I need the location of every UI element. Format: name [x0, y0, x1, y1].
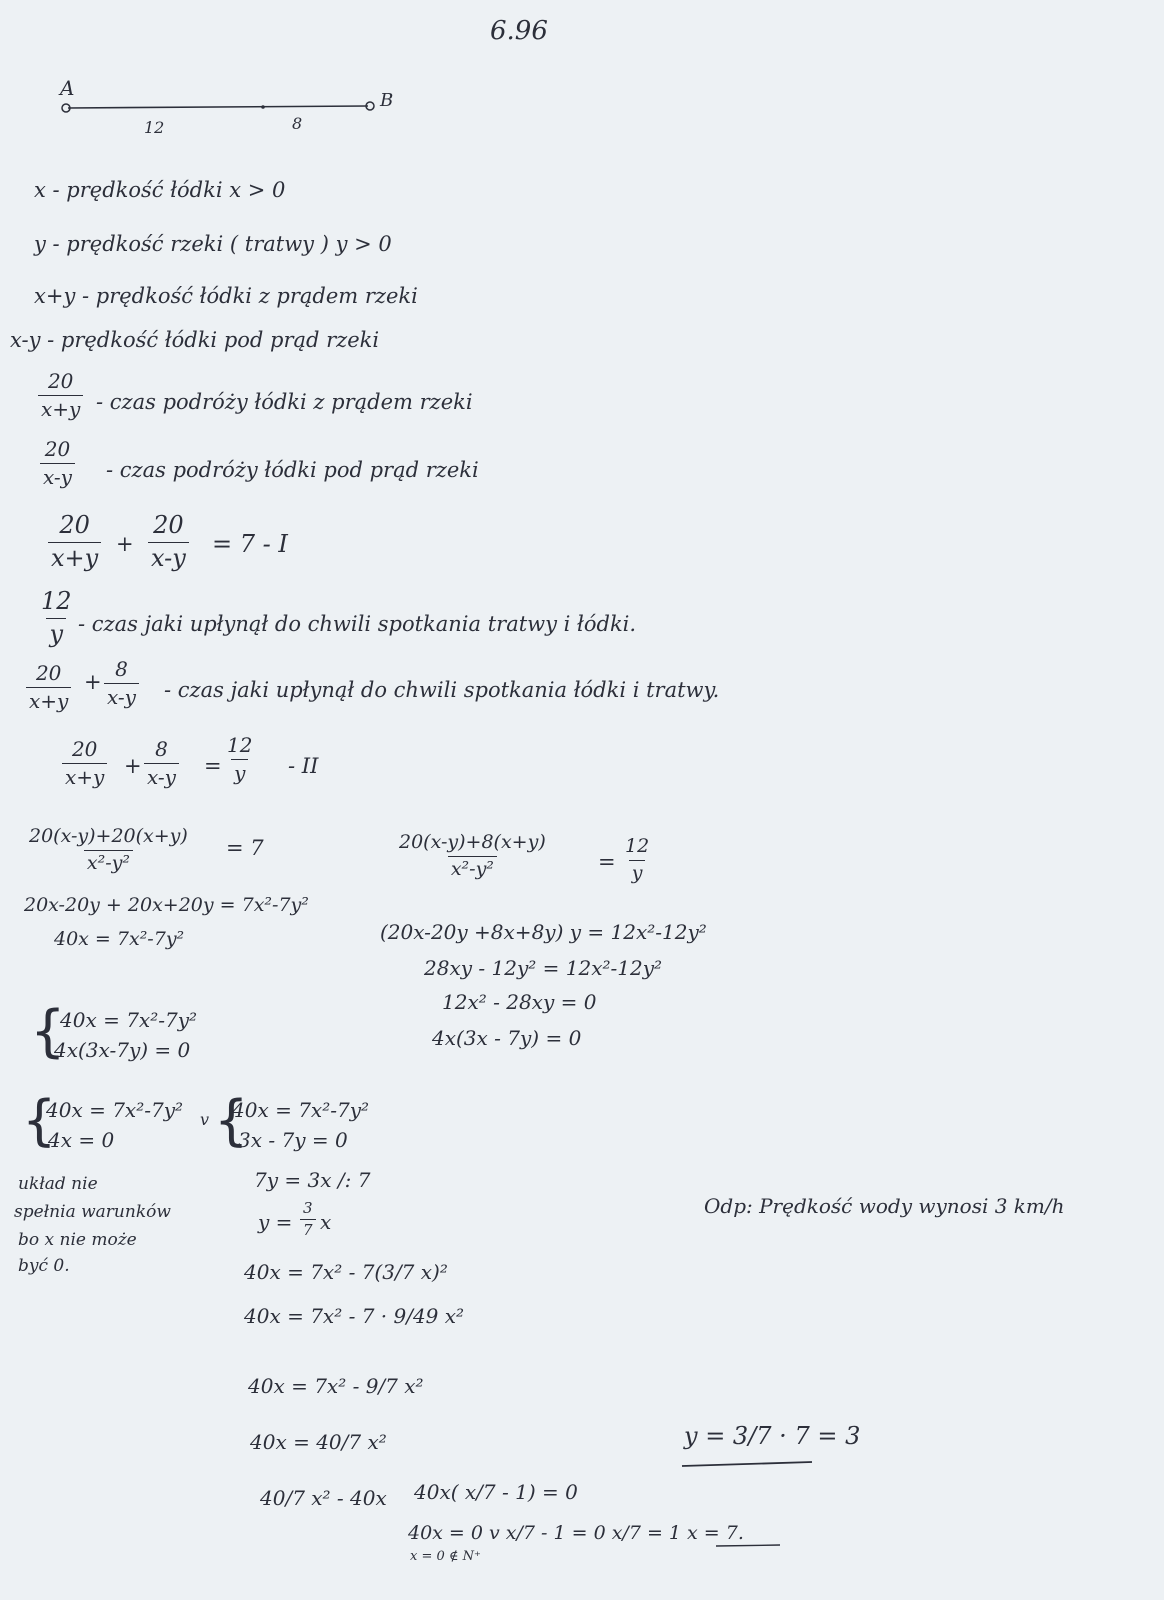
- left-calc-fraction: $\frac{20(x-y)+20(x+y)}{\text{x²-y²}}$: [29, 825, 188, 874]
- solve-line-8: 40x = 0 v x/7 - 1 = 0 x/7 = 1 x = 7.: [408, 1522, 744, 1544]
- solve-line-7b: 40x( x/7 - 1) = 0: [414, 1480, 578, 1504]
- or-symbol: v: [200, 1110, 210, 1129]
- right-calc-line-3: 28xy - 12y² = 12x²-12y²: [424, 956, 663, 980]
- right-calc-line-2: (20x-20y +8x+8y) y = 12x²-12y²: [380, 920, 707, 944]
- segment-12-label: 12: [144, 118, 165, 137]
- solve-line-1: 7y = 3x /: 7: [254, 1168, 371, 1192]
- eq1-fraction-1: $\frac{20}{x+y}$: [48, 512, 101, 572]
- system3-row-2: 3x - 7y = 0: [238, 1128, 348, 1152]
- meet2-fraction-1: $\frac{20}{x+y}$: [26, 662, 71, 713]
- meet2-plus: +: [84, 670, 102, 694]
- right-calc-fraction: $\frac{20(x-y)+8(x+y)}{\text{x²-y²}}$: [399, 831, 546, 880]
- solve-line-2-lhs: y =: [258, 1210, 293, 1234]
- system2-brace: {: [22, 1089, 57, 1152]
- left-calc-rhs: = 7: [226, 836, 264, 860]
- system2-row-2: 4x = 0: [48, 1128, 115, 1152]
- solve-line-6: 40x = 40/7 x²: [250, 1430, 387, 1454]
- time-def-1-text: - czas podróży łódki z prądem rzeki: [96, 390, 473, 414]
- left-calc-line-2: 20x-20y + 20x+20y = 7x²-7y²: [24, 894, 309, 916]
- system2-row-1: 40x = 7x²-7y²: [46, 1098, 184, 1122]
- eq1-rhs: = 7 - I: [212, 530, 288, 558]
- right-calc-rhs-fraction: $\frac{12}{y}$: [625, 835, 650, 884]
- solve-line-4: 40x = 7x² - 7 · 9/49 x²: [244, 1304, 465, 1328]
- eq2-tag: - II: [288, 754, 319, 778]
- system1-row-2: 4x(3x-7y) = 0: [54, 1038, 191, 1062]
- def-y: y - prędkość rzeki ( tratwy ) y > 0: [34, 232, 392, 256]
- note-line-4: być 0.: [18, 1256, 70, 1276]
- def-x: x - prędkość łódki x > 0: [34, 178, 286, 202]
- system1-row-1: 40x = 7x²-7y²: [60, 1008, 198, 1032]
- eq2-plus: +: [124, 754, 142, 778]
- right-calc-equals: =: [598, 850, 616, 874]
- solve-line-3: 40x = 7x² - 7(3/7 x)²: [244, 1260, 448, 1284]
- right-calc-line-4: 12x² - 28xy = 0: [442, 990, 597, 1014]
- system3-row-1: 40x = 7x²-7y²: [232, 1098, 370, 1122]
- eq2-fraction-1: $\frac{20}{x+y}$: [62, 738, 107, 789]
- note-line-3: bo x nie może: [18, 1230, 137, 1250]
- time-def-2-fraction: $\frac{20}{x-y}$: [40, 438, 75, 489]
- time-def-2-text: - czas podróży łódki pod prąd rzeki: [106, 458, 479, 482]
- final-y-value: y = 3/7 · 7 = 3: [684, 1422, 861, 1450]
- def-x-minus-y: x-y - prędkość łódki pod prąd rzeki: [10, 328, 380, 352]
- right-calc-line-5: 4x(3x - 7y) = 0: [432, 1026, 582, 1050]
- eq2-rhs-fraction: $\frac{12}{y}$: [227, 733, 253, 785]
- solve-line-7: 40/7 x² - 40x: [260, 1486, 387, 1510]
- point-a-label: A: [60, 76, 75, 100]
- segment-8-label: 8: [292, 114, 303, 133]
- problem-number: 6.96: [490, 16, 548, 46]
- solve-line-2-fraction: $\frac{3}{7}$: [300, 1200, 316, 1240]
- meet1-fraction: $\frac{12}{y}$: [41, 587, 72, 648]
- eq2-equals: =: [204, 754, 222, 778]
- solve-line-9: x = 0 ∉ N⁺: [410, 1549, 481, 1564]
- eq2-fraction-2: $\frac{8}{x-y}$: [144, 738, 179, 789]
- def-x-plus-y: x+y - prędkość łódki z prądem rzeki: [34, 284, 418, 308]
- meet2-fraction-2: $\frac{8}{x-y}$: [104, 658, 139, 709]
- solve-line-5: 40x = 7x² - 9/7 x²: [248, 1374, 424, 1398]
- system3-brace: {: [214, 1089, 249, 1152]
- note-line-1: układ nie: [18, 1174, 98, 1194]
- answer-text: Odp: Prędkość wody wynosi 3 km/h: [704, 1194, 1065, 1218]
- point-b-label: B: [380, 90, 394, 111]
- system1-brace: {: [30, 999, 66, 1064]
- left-calc-line-3: 40x = 7x²-7y²: [54, 928, 185, 950]
- time-def-1-fraction: $\frac{20}{x+y}$: [38, 370, 83, 421]
- solve-line-2-rhs: x: [320, 1210, 332, 1234]
- meet1-text: - czas jaki upłynął do chwili spotkania tratwy i łódki.: [78, 612, 637, 636]
- eq1-fraction-2: $\frac{20}{x-y}$: [148, 512, 189, 572]
- meet2-text: - czas jaki upłynął do chwili spotkania łódki i tratwy.: [164, 678, 720, 702]
- note-line-2: spełnia warunków: [14, 1202, 171, 1222]
- eq1-plus: +: [116, 532, 134, 556]
